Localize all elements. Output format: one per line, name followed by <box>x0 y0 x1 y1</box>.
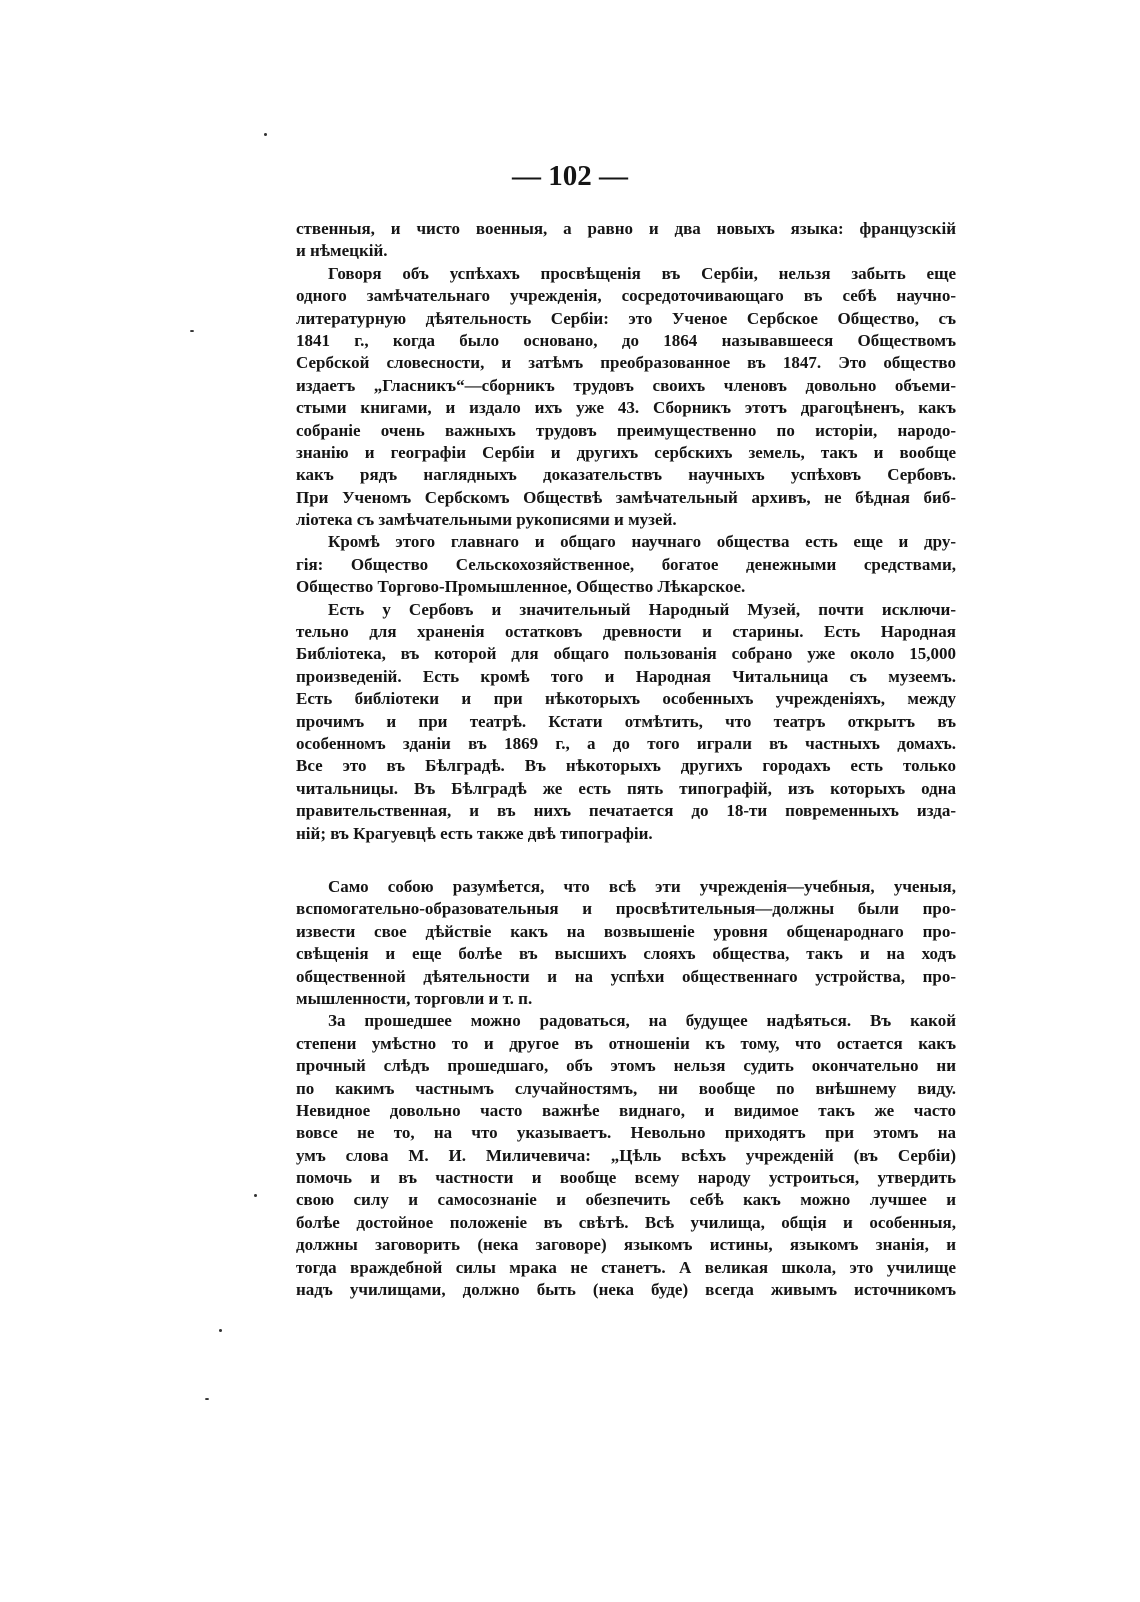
text-line: свѣщенія и еще болѣе въ высшихъ слояхъ общества, такъ и на ходъ <box>296 944 956 964</box>
text-line: Библіотека, въ которой для общаго пользованія собрано уже около 15,000 <box>296 644 956 664</box>
scan-speck <box>205 1398 209 1400</box>
page-number: — 102 — <box>512 160 628 192</box>
text-line: по какимъ частнымъ случайностямъ, ни вообще по внѣшнему виду. <box>296 1078 956 1098</box>
text-line: свою силу и самосознаніе и обезпечить себѣ какъ можно лучшее и <box>296 1190 956 1210</box>
text-line: ліотека съ замѣчательными рукописями и музей. <box>296 510 677 530</box>
text-line: Кромѣ этого главнаго и общаго научнаго общества есть еще и дру- <box>328 532 956 552</box>
text-line: произведеній. Есть кромѣ того и Народная Читальница съ музеемъ. <box>296 666 956 686</box>
text-line: гія: Общество Сельскохозяйственное, богатое денежными средствами, <box>296 554 956 574</box>
text-line: и нѣмецкій. <box>296 241 388 261</box>
text-line: Сербской словесности, и затѣмъ преобразованное въ 1847. Это общество <box>296 353 956 373</box>
text-line: литературную дѣятельность Сербіи: это Ученое Сербское Общество, съ <box>296 308 956 328</box>
text-line: общественной дѣятельности и на успѣхи общественнаго устройства, про- <box>296 966 956 986</box>
text-line: мышленности, торговли и т. п. <box>296 988 533 1008</box>
text-line: стыми книгами, и издало ихъ уже 43. Сборникъ этотъ драгоцѣненъ, какъ <box>296 398 956 418</box>
text-section-2 <box>296 876 956 1301</box>
text-line: особенномъ зданіи въ 1869 г., а до того играли въ частныхъ домахъ. <box>296 733 956 753</box>
text-line: Говоря объ успѣхахъ просвѣщенія въ Сербіи, нельзя забыть еще <box>328 263 956 283</box>
scan-speck <box>219 1329 222 1332</box>
text-line: Невидное довольно часто важнѣе виднаго, и видимое такъ же часто <box>296 1100 956 1120</box>
text-line: надъ училищами, должно быть (нека буде) всегда живымъ источникомъ <box>296 1280 956 1300</box>
scan-speck <box>190 330 194 332</box>
text-line: тогда враждебной силы мрака не станетъ. А великая школа, это училище <box>296 1257 956 1277</box>
scan-speck <box>254 1194 257 1197</box>
text-line: собраніе очень важныхъ трудовъ преимущественно по исторіи, народо- <box>296 420 956 440</box>
text-line: издаетъ „Гласникъ“—сборникъ трудовъ своихъ членовъ довольно объеми- <box>296 375 956 395</box>
text-line: 1841 г., когда было основано, до 1864 называвшееся Обществомъ <box>296 330 956 350</box>
text-line: Общество Торгово-Промышленное, Общество Лѣкарское. <box>296 577 746 597</box>
text-line: какъ рядъ наглядныхъ доказательствъ научныхъ успѣховъ Сербовъ. <box>296 465 956 485</box>
scan-speck <box>264 133 267 136</box>
text-line: знанію и географіи Сербіи и другихъ сербскихъ земель, такъ и вообще <box>296 442 956 462</box>
text-line: При Ученомъ Сербскомъ Обществѣ замѣчательный архивъ, не бѣдная биб- <box>296 487 956 507</box>
text-line: умъ слова М. И. Миличевича: „Цѣль всѣхъ учрежденій (въ Сербіи) <box>296 1145 956 1165</box>
text-line: ній; въ Крагуевцѣ есть также двѣ типографіи. <box>296 823 653 843</box>
text-line: помочь и въ частности и вообще всему народу устроиться, утвердить <box>296 1168 956 1188</box>
text-line: вспомогательно-образовательныя и просвѣтительныя—должны были про- <box>296 899 956 919</box>
text-line: За прошедшее можно радоваться, на будущее надѣяться. Въ какой <box>328 1011 956 1031</box>
text-line: Есть у Сербовъ и значительный Народный Музей, почти исключи- <box>328 599 956 619</box>
text-line: читальницы. Въ Бѣлградѣ же есть пять типографій, изъ которыхъ одна <box>296 778 956 798</box>
text-line: вовсе не то, на что указываетъ. Невольно приходятъ при этомъ на <box>296 1123 956 1143</box>
text-line: тельно для храненія остатковъ древности и старины. Есть Народная <box>296 622 956 642</box>
text-line: извести свое дѣйствіе какъ на возвышеніе уровня общенароднаго про- <box>296 921 956 941</box>
text-line: Есть библіотеки и при нѣкоторыхъ особенныхъ учрежденіяхъ, между <box>296 689 956 709</box>
text-line: Все это въ Бѣлградѣ. Въ нѣкоторыхъ другихъ городахъ есть только <box>296 756 956 776</box>
text-line: болѣе достойное положеніе въ свѣтѣ. Всѣ училища, общія и особенныя, <box>296 1212 956 1232</box>
text-line: прочный слѣдъ прошедшаго, объ этомъ нельзя судить окончательно ни <box>296 1056 956 1076</box>
text-line: правительственная, и въ нихъ печатается до 18-ти повременныхъ изда- <box>296 801 956 821</box>
text-line: Само собою разумѣется, что всѣ эти учрежденія—учебныя, ученыя, <box>328 877 956 896</box>
text-line: одного замѣчательнаго учрежденія, сосредоточивающаго въ себѣ научно- <box>296 286 956 306</box>
text-line: степени умѣстно то и другое въ отношеніи къ тому, что остается какъ <box>296 1033 956 1053</box>
text-line: ственныя, и чисто военныя, а равно и два новыхъ языка: французскій <box>296 219 956 238</box>
text-line: прочимъ и при театрѣ. Кстати отмѣтить, что театръ открытъ въ <box>296 711 956 731</box>
text-section-1 <box>296 218 956 845</box>
text-line: должны заговорить (нека заговоре) языкомъ истины, языкомъ знанія, и <box>296 1235 956 1255</box>
